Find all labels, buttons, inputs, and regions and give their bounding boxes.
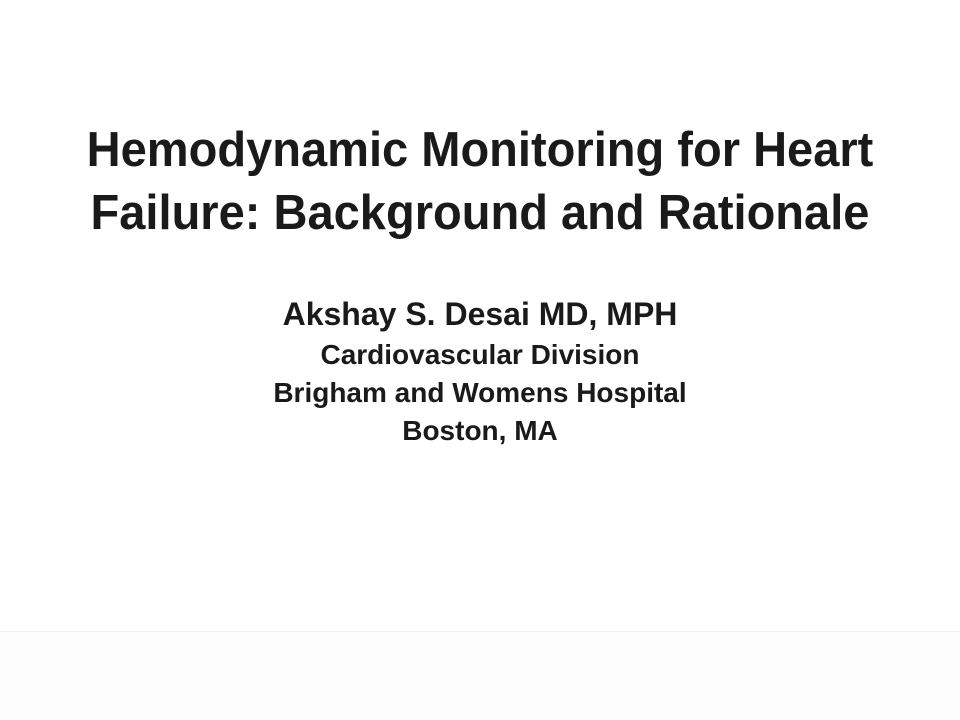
- footer-area: [0, 632, 960, 720]
- footer-divider-line: [0, 631, 960, 632]
- slide-subtitle: [0, 294, 960, 450]
- author-name: Akshay S. Desai MD, MPH: [282, 296, 678, 332]
- author-division: Cardiovascular Division: [320, 339, 640, 370]
- author-institution: Brigham and Womens Hospital: [273, 377, 687, 408]
- slide-title-line-1: Hemodynamic Monitoring for Heart: [86, 123, 874, 177]
- author-location: Boston, MA: [402, 415, 558, 446]
- slide-title: [19, 119, 941, 245]
- slide-title-line-2: Failure: Background and Rationale: [90, 186, 870, 240]
